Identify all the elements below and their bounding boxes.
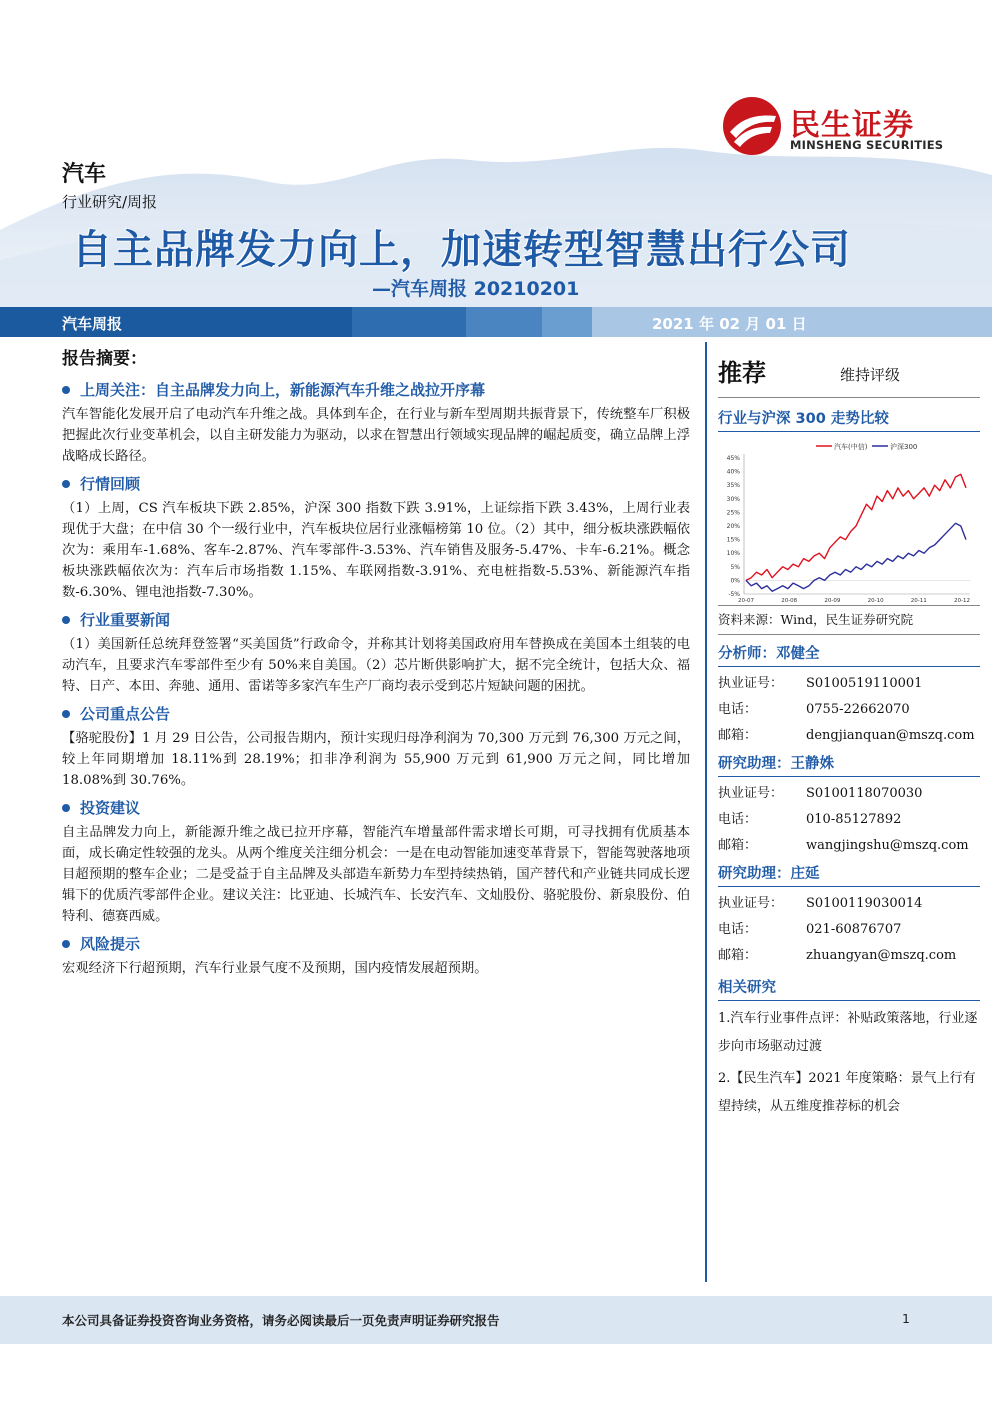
y-tick-label: 5% (730, 563, 740, 571)
section-paragraph: 【骆驼股份】1 月 29 日公告，公司报告期内，预计实现归母净利润为 70,300 万元到 76,300 万元之间，较上年同期增加 18.11%到 28.19%；扣非净利润为 55,900 万元到 61,900 万元之间，同比增加 18.08%到 30.76%。 (62, 731, 690, 788)
report-subtitle: —汽车周报 20210201 (372, 278, 580, 300)
y-tick-label: 15% (726, 536, 740, 544)
info-key: 电话： (718, 922, 758, 937)
series-line (746, 474, 966, 580)
summary-column (62, 344, 690, 985)
rating-sub: 维持评级 (840, 366, 901, 384)
section-head (62, 379, 690, 400)
bullet-icon (62, 616, 70, 624)
info-key: 邮箱： (718, 838, 758, 853)
section-head (62, 609, 690, 630)
series-line (746, 523, 966, 591)
info-row (718, 697, 980, 723)
y-tick-label: 20% (726, 523, 740, 530)
info-row (718, 891, 980, 917)
info-row (718, 943, 980, 969)
report-date: 2021 年 02 月 01 日 (652, 315, 807, 333)
analyst-block (718, 859, 980, 969)
section-paragraph: （1）上周，CS 汽车板块下跌 2.85%，沪深 300 指数下跌 3.91%，上证综指下跌 3.43%，上周行业表现优于大盘；在中信 30 个一级行业中，汽车板块位居行业涨幅榜第 10 位。（2）其中，细分板块涨跌幅依次为：乘用车-1.68%、客车-2.87%、汽车零部件-3.53%、汽车销售及服务-5.47%、卡车-6.21%。概念板块涨跌幅依次为：汽车后市场指数 1.15%、车联网指数-3.91%、充电桩指数-5.53%、新能源汽车指数-6.30%、锂电池指数-7.30%。 (62, 501, 690, 600)
info-row (718, 723, 980, 749)
logo-mark-icon (720, 96, 784, 156)
y-tick-label: 45% (726, 455, 740, 462)
page-number: 1 (902, 1311, 910, 1326)
section-label: 公司重点公告 (80, 705, 171, 723)
y-tick-label: 30% (726, 495, 740, 503)
logo-name-cn: 民生证券 (790, 108, 914, 143)
analyst-block (718, 749, 980, 859)
x-tick-label: 20-11 (910, 598, 927, 604)
analyst-title: 研究助理：王静姝 (718, 749, 980, 777)
section-head (62, 797, 690, 818)
bullet-icon (62, 480, 70, 488)
section-paragraph: （1）美国新任总统拜登签署“买美国货”行政命令，并称其计划将美国政府用车替换成在美国本土组装的电动汽车，且要求汽车零部件至少有 50%来自美国。（2）芯片断供影响扩大，据不完全统计，包括大众、福特、日产、本田、奔驰、通用、雷诺等多家汽车生产厂商均表示受到芯片短缺问题的困扰。 (62, 637, 690, 694)
section-label: 风险提示 (80, 935, 141, 953)
info-val: 021-60876707 (806, 922, 902, 937)
trend-chart-svg (718, 436, 980, 606)
bullet-icon (62, 804, 70, 812)
info-key: 邮箱： (718, 948, 758, 963)
section-paragraph: 宏观经济下行超预期，汽车行业景气度不及预期，国内疫情发展超预期。 (62, 961, 488, 976)
related-item[interactable]: 2.【民生汽车】2021 年度策略：景气上行有望持续，从五维度推荐标的机会 (718, 1071, 976, 1114)
info-val: S0100118070030 (806, 786, 923, 801)
info-val: S0100519110001 (806, 676, 923, 691)
bullet-icon (62, 940, 70, 948)
related-title: 相关研究 (718, 973, 980, 1001)
email-link[interactable]: dengjianquan@mszq.com (806, 728, 975, 743)
legend-label: 沪深300 (890, 443, 918, 451)
y-tick-label: 10% (726, 550, 740, 558)
section-paragraph: 自主品牌发力向上，新能源升维之战已拉开序幕，智能汽车增量部件需求增长可期，可寻找拥有优质基本面，成长确定性较强的龙头。从两个维度关注细分机会：一是在电动智能加速变革背景下，智能驾驶落地项目超预期的整车企业；二是受益于自主品牌及头部造车新势力车型持续热销，国产替代和产业链共同成长逻辑下的优质汽零部件企业。建议关注：比亚迪、长城汽车、长安汽车、文灿股份、骆驼股份、新泉股份、伯特利、德赛西威。 (62, 825, 690, 924)
x-tick-label: 20-10 (867, 598, 884, 604)
section-label: 行情回顾 (80, 475, 141, 493)
info-val: S0100119030014 (806, 896, 923, 911)
analyst-title: 分析师：邓健全 (718, 639, 980, 667)
x-tick-label: 20-09 (824, 598, 841, 604)
summary-heading: 报告摘要： (62, 349, 147, 369)
section-label: 行业重要新闻 (80, 611, 171, 629)
analyst-block (718, 639, 980, 749)
sector-label: 汽车 (62, 162, 107, 187)
trend-chart (718, 436, 980, 606)
info-row (718, 671, 980, 697)
sidebar-column (718, 352, 980, 1121)
info-row (718, 781, 980, 807)
y-tick-label: -5% (728, 591, 740, 598)
analyst-list (718, 639, 980, 969)
info-key: 邮箱： (718, 728, 758, 743)
info-row (718, 917, 980, 943)
bullet-icon (62, 386, 70, 394)
info-row (718, 833, 980, 859)
section-label: 投资建议 (80, 799, 141, 817)
email-link[interactable]: zhuangyan@mszq.com (806, 948, 957, 963)
section-head (62, 933, 690, 954)
report-type: 行业研究/周报 (62, 193, 158, 211)
y-tick-label: 40% (726, 468, 740, 476)
legend-label: 汽车(中信) (834, 443, 868, 451)
analyst-title: 研究助理：庄延 (718, 859, 980, 887)
y-tick-label: 0% (730, 577, 740, 585)
chart-box-title: 行业与沪深 300 走势比较 (718, 404, 980, 432)
header-band (0, 307, 992, 337)
info-key: 电话： (718, 812, 758, 827)
info-row (718, 807, 980, 833)
info-key: 电话： (718, 702, 758, 717)
rating-main: 推荐 (718, 359, 766, 387)
chart-source: 资料来源：Wind，民生证券研究院 (718, 606, 980, 635)
info-key: 执业证号： (718, 786, 784, 801)
info-val: 010-85127892 (806, 812, 902, 827)
report-title: 自主品牌发力向上，加速转型智慧出行公司 (72, 227, 851, 273)
section-head (62, 473, 690, 494)
related-item[interactable]: 1.汽车行业事件点评：补贴政策落地，行业逐步向市场驱动过渡 (718, 1011, 978, 1054)
x-tick-label: 20-08 (781, 598, 798, 604)
section-paragraph: 汽车智能化发展开启了电动汽车升维之战。具体到车企，在行业与新车型周期共振背景下，传统整车厂积极把握此次行业变革机会，以自主研发能力为驱动，以求在智慧出行领域实现品牌的崛起质变，确立品牌上浮战略成长路径。 (62, 407, 690, 464)
y-tick-label: 35% (726, 482, 740, 490)
email-link[interactable]: wangjingshu@mszq.com (806, 838, 969, 853)
info-val: 0755-22662070 (806, 702, 910, 717)
column-divider (705, 342, 707, 1282)
band-report-name: 汽车周报 (62, 315, 123, 333)
bullet-icon (62, 710, 70, 718)
y-tick-label: 25% (726, 509, 740, 517)
footer-disclaimer: 本公司具备证券投资咨询业务资格，请务必阅读最后一页免责声明证券研究报告 (62, 1313, 500, 1328)
info-key: 执业证号： (718, 896, 784, 911)
section-label: 上周关注：自主品牌发力向上，新能源汽车升维之战拉开序幕 (80, 381, 486, 399)
section-head (62, 703, 690, 724)
page-footer (0, 1296, 992, 1344)
company-logo (720, 96, 960, 156)
x-tick-label: 20-07 (738, 598, 754, 604)
info-key: 执业证号： (718, 676, 784, 691)
rating-row (718, 352, 980, 388)
logo-name-en: MINSHENG SECURITIES (790, 138, 944, 152)
x-tick-label: 20-12 (954, 598, 970, 604)
